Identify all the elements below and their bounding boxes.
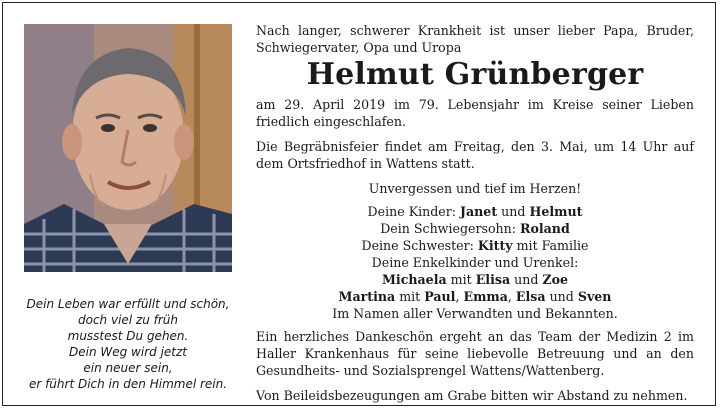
- great-grandchild-name: Zoe: [542, 272, 569, 287]
- poem: [24, 296, 232, 392]
- grandchild-line: [256, 271, 694, 288]
- children-prefix: Deine Kinder:: [367, 204, 461, 219]
- thanks-text: Ein herzliches Dankeschön ergeht an das Team der Medizin 2 im Haller Krankenhaus für seine liebevolle Betreuung und an den Gesundheits- und Sozialsprengel Wattens/Wattenberg.: [256, 329, 694, 378]
- sister-name: Kitty: [477, 238, 513, 253]
- family-block: [256, 180, 694, 322]
- great-grandchild-name: Paul: [424, 289, 456, 304]
- conjunction: und: [510, 272, 543, 287]
- grandchild-line: [256, 288, 694, 305]
- conjunction: und: [497, 204, 530, 219]
- separator: ,: [455, 289, 464, 304]
- condolences-text: Von Beileidsbezeugungen am Grabe bitten wir Abstand zu nehmen.: [256, 388, 688, 403]
- poem-line: er führt Dich in den Himmel rein.: [28, 377, 228, 391]
- poem-line: doch viel zu früh: [77, 313, 179, 327]
- sister-suffix: mit Familie: [512, 238, 589, 253]
- child-name: Janet: [460, 204, 498, 219]
- great-grandchild-name: Emma: [463, 289, 508, 304]
- conjunction: und: [545, 289, 578, 304]
- son-in-law-name: Roland: [520, 221, 570, 236]
- deceased-name: Helmut Grünberger: [306, 57, 644, 92]
- son-in-law-line: [256, 220, 694, 237]
- child-name: Helmut: [529, 204, 583, 219]
- death-text: am 29. April 2019 im 79. Lebensjahr im Kreise seiner Lieben friedlich eingeschlafen.: [256, 97, 694, 129]
- relatives-line: Im Namen aller Verwandten und Bekannten.: [332, 306, 618, 321]
- poem-line: Dein Leben war erfüllt und schön,: [26, 297, 230, 311]
- poem-line: musstest Du gehen.: [67, 329, 189, 343]
- poem-line: Dein Weg wird jetzt: [69, 345, 187, 359]
- right-column: [256, 22, 694, 404]
- grandchildren-heading: Deine Enkelkinder und Urenkel:: [371, 255, 579, 270]
- great-grandchild-name: Elsa: [515, 289, 546, 304]
- grandchild-name: Michaela: [381, 272, 447, 287]
- great-grandchild-name: Elisa: [475, 272, 511, 287]
- great-grandchild-name: Sven: [577, 289, 612, 304]
- conjunction: mit: [395, 289, 425, 304]
- conjunction: mit: [446, 272, 476, 287]
- portrait-photo-icon: [24, 24, 232, 272]
- motto: Unvergessen und tief im Herzen!: [368, 181, 582, 196]
- left-column: [24, 24, 232, 392]
- funeral-text: Die Begräbnisfeier findet am Freitag, den 3. Mai, um 14 Uhr auf dem Ortsfriedhof in Wattens statt.: [256, 139, 694, 171]
- sister-line: [256, 237, 694, 254]
- grandchild-name: Martina: [338, 289, 396, 304]
- intro-text: Nach langer, schwerer Krankheit ist unser lieber Papa, Bruder, Schwiegervater, Opa und Uropa: [256, 23, 694, 55]
- son-in-law-prefix: Dein Schwiegersohn:: [380, 221, 520, 236]
- portrait-photo: [24, 24, 232, 272]
- sister-prefix: Deine Schwester:: [361, 238, 478, 253]
- children-line: [256, 203, 694, 220]
- separator: ,: [507, 289, 516, 304]
- poem-line: ein neuer sein,: [83, 361, 173, 375]
